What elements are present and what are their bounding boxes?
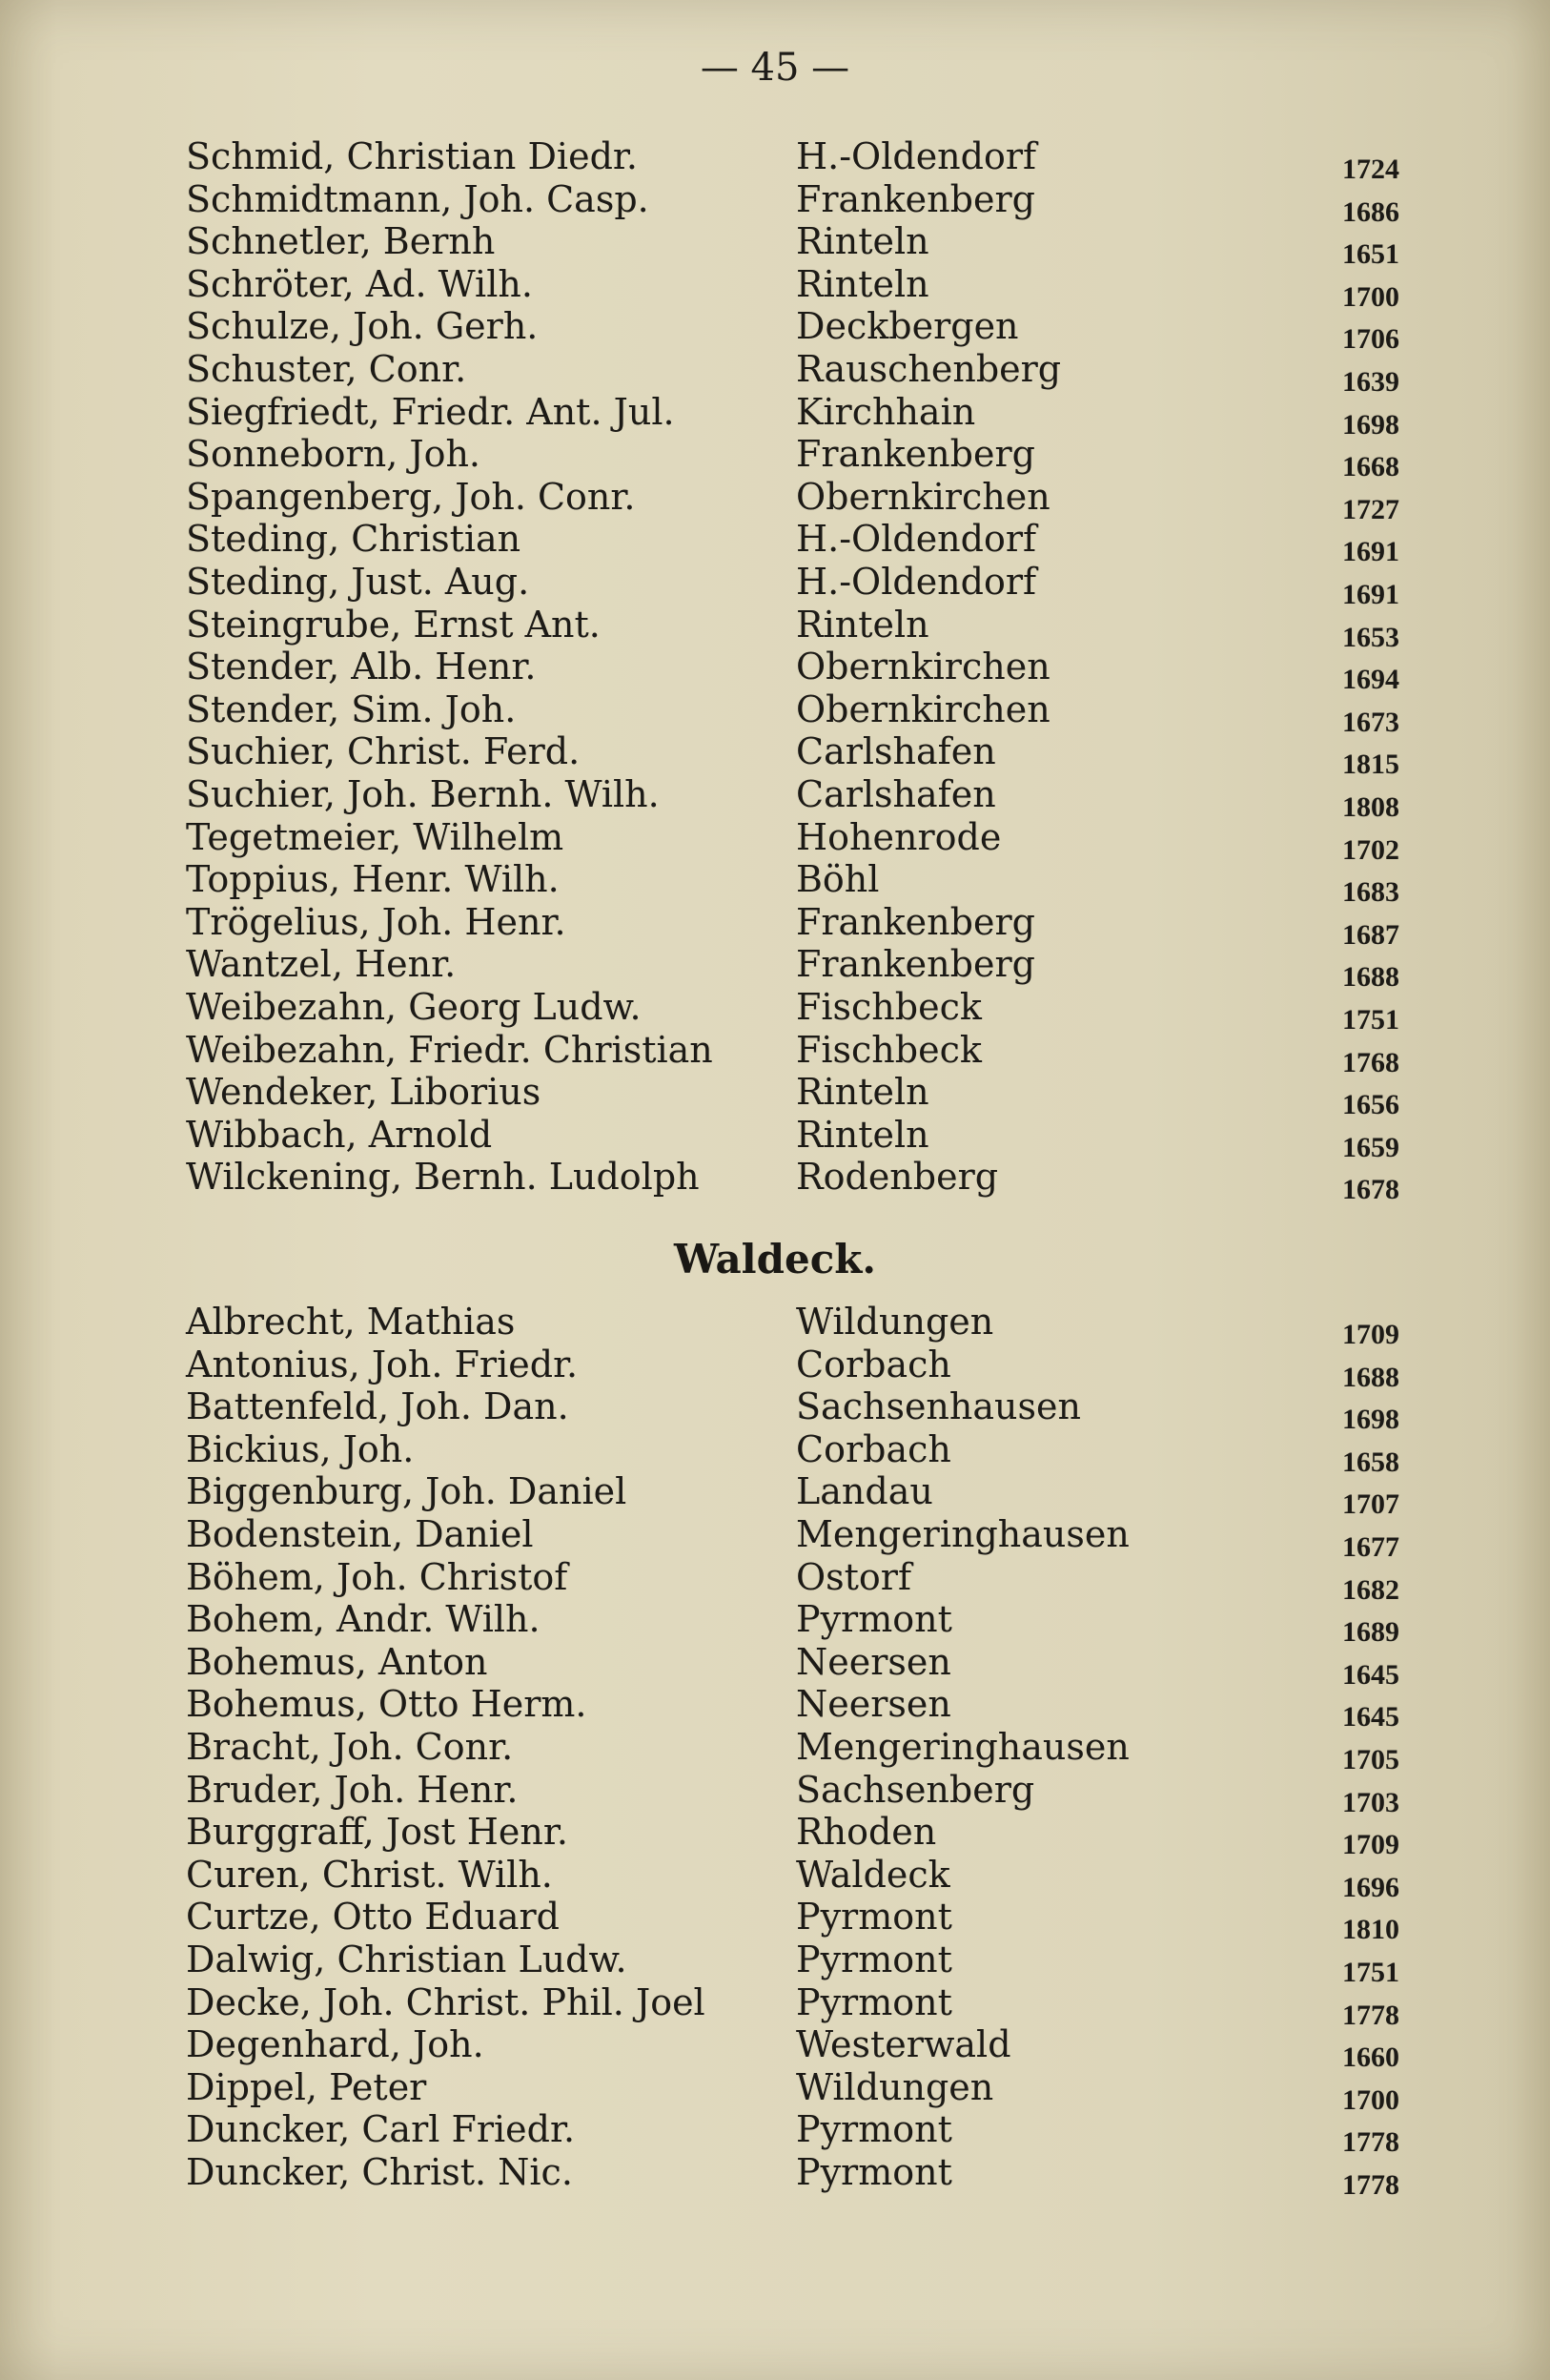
place-name: Sachsenhausen (796, 1385, 1081, 1428)
register-row (0, 1853, 1550, 1903)
register-row (0, 262, 1550, 313)
place-name: Neersen (796, 1640, 951, 1683)
person-name: Bohemus, Otto Herm. (186, 1683, 587, 1726)
place-name: Rauschenberg (796, 348, 1062, 390)
person-name: Curtze, Otto Eduard (186, 1896, 560, 1939)
register-row (0, 518, 1550, 568)
place-name: Wildungen (796, 1301, 994, 1343)
year: 1707 (1342, 1488, 1399, 1521)
year: 1709 (1342, 1319, 1399, 1350)
person-name: Bickius, Joh. (186, 1427, 415, 1470)
register-row (0, 2108, 1550, 2159)
place-name: Obernkirchen (796, 646, 1050, 688)
register-row (0, 815, 1550, 866)
register-row (0, 1896, 1550, 1946)
year: 1703 (1342, 1786, 1399, 1818)
place-name: Corbach (796, 1427, 951, 1470)
place-name: Mengeringhausen (796, 1726, 1130, 1768)
register-row (0, 1427, 1550, 1478)
person-name: Schmidtmann, Joh. Casp. (186, 177, 649, 220)
year: 1698 (1342, 408, 1399, 441)
register-row (0, 1598, 1550, 1649)
register-row (0, 986, 1550, 1036)
year: 1678 (1342, 1174, 1399, 1206)
person-name: Tegetmeier, Wilhelm (186, 815, 564, 858)
place-name: Rinteln (796, 220, 929, 263)
place-name: Rinteln (796, 1113, 929, 1156)
person-name: Toppius, Henr. Wilh. (186, 858, 560, 901)
register-row (0, 433, 1550, 483)
person-name: Steding, Just. Aug. (186, 561, 530, 603)
person-name: Degenhard, Joh. (186, 2023, 484, 2066)
register-row (0, 305, 1550, 356)
year: 1691 (1342, 579, 1399, 610)
year: 1691 (1342, 536, 1399, 568)
register-row (0, 900, 1550, 951)
place-name: Pyrmont (796, 1896, 952, 1939)
year: 1645 (1342, 1701, 1399, 1734)
person-name: Dippel, Peter (186, 2065, 427, 2108)
place-name: Frankenberg (796, 177, 1035, 220)
person-name: Duncker, Christ. Nic. (186, 2151, 573, 2193)
place-name: Rinteln (796, 1071, 929, 1114)
year: 1751 (1342, 1004, 1399, 1036)
register-row (0, 773, 1550, 823)
register-row (0, 858, 1550, 909)
year: 1696 (1342, 1871, 1399, 1903)
place-name: Pyrmont (796, 1598, 952, 1641)
register-row (0, 1071, 1550, 1121)
year: 1668 (1342, 451, 1399, 483)
register-row (0, 1939, 1550, 1988)
register-row (0, 943, 1550, 994)
year: 1778 (1342, 2126, 1399, 2159)
year: 1645 (1342, 1658, 1399, 1691)
register-row (0, 220, 1550, 271)
place-name: Hohenrode (796, 815, 1002, 858)
year: 1702 (1342, 833, 1399, 866)
person-name: Burggraff, Jost Henr. (186, 1811, 568, 1854)
year: 1724 (1342, 154, 1399, 185)
person-name: Steingrube, Ernst Ant. (186, 603, 601, 646)
year: 1689 (1342, 1616, 1399, 1649)
register-row (0, 1768, 1550, 1818)
year: 1706 (1342, 323, 1399, 356)
place-name: Frankenberg (796, 900, 1035, 943)
place-name: Obernkirchen (796, 475, 1050, 518)
place-name: Waldeck (796, 1853, 950, 1896)
person-name: Bodenstein, Daniel (186, 1513, 534, 1555)
person-name: Schnetler, Bernh (186, 220, 496, 263)
place-name: Rodenberg (796, 1156, 999, 1199)
year: 1778 (1342, 1999, 1399, 2031)
year: 1677 (1342, 1531, 1399, 1563)
person-name: Curen, Christ. Wilh. (186, 1853, 553, 1896)
register-row (0, 390, 1550, 441)
person-name: Wibbach, Arnold (186, 1113, 493, 1156)
register-row (0, 1683, 1550, 1734)
person-name: Schuster, Conr. (186, 348, 467, 390)
place-name: Deckbergen (796, 305, 1019, 348)
place-name: Mengeringhausen (796, 1513, 1130, 1555)
place-name: H.-Oldendorf (796, 135, 1037, 177)
year: 1656 (1342, 1089, 1399, 1121)
year: 1778 (1342, 2169, 1399, 2201)
person-name: Bruder, Joh. Henr. (186, 1768, 519, 1811)
year: 1694 (1342, 664, 1399, 696)
person-name: Wendeker, Liborius (186, 1071, 541, 1114)
year: 1808 (1342, 791, 1399, 823)
person-name: Schulze, Joh. Gerh. (186, 305, 539, 348)
year: 1659 (1342, 1131, 1399, 1163)
register-row (0, 1385, 1550, 1436)
year: 1810 (1342, 1914, 1399, 1946)
register-row (0, 1513, 1550, 1563)
place-name: Neersen (796, 1683, 951, 1726)
register-row (0, 2065, 1550, 2116)
person-name: Bohem, Andr. Wilh. (186, 1598, 540, 1641)
person-name: Duncker, Carl Friedr. (186, 2108, 576, 2151)
person-name: Decke, Joh. Christ. Phil. Joel (186, 1980, 705, 2023)
register-row (0, 1301, 1550, 1350)
register-row (0, 730, 1550, 781)
page-number: — 45 — (700, 46, 850, 90)
register-row (0, 475, 1550, 525)
place-name: H.-Oldendorf (796, 561, 1037, 603)
place-name: Böhl (796, 858, 880, 901)
person-name: Suchier, Joh. Bernh. Wilh. (186, 773, 660, 815)
person-name: Wilckening, Bernh. Ludolph (186, 1156, 700, 1199)
year: 1709 (1342, 1829, 1399, 1861)
year: 1658 (1342, 1446, 1399, 1478)
person-name: Weibezahn, Friedr. Christian (186, 1028, 713, 1071)
year: 1688 (1342, 1361, 1399, 1393)
year: 1687 (1342, 918, 1399, 951)
register-row (0, 348, 1550, 398)
register-row (0, 1726, 1550, 1775)
place-name: H.-Oldendorf (796, 518, 1037, 561)
year: 1700 (1342, 2083, 1399, 2116)
year: 1815 (1342, 749, 1399, 781)
place-name: Ostorf (796, 1555, 912, 1598)
place-name: Rinteln (796, 603, 929, 646)
register-row (0, 135, 1550, 185)
place-name: Carlshafen (796, 773, 996, 815)
place-name: Obernkirchen (796, 687, 1050, 730)
register-row (0, 1811, 1550, 1861)
place-name: Pyrmont (796, 2108, 952, 2151)
person-name: Bracht, Joh. Conr. (186, 1726, 514, 1768)
place-name: Rinteln (796, 262, 929, 305)
register-row (0, 1470, 1550, 1521)
person-name: Albrecht, Mathias (186, 1301, 516, 1343)
place-name: Corbach (796, 1343, 951, 1385)
year: 1683 (1342, 876, 1399, 909)
register-row (0, 1113, 1550, 1163)
person-name: Dalwig, Christian Ludw. (186, 1939, 627, 1980)
register-row (0, 603, 1550, 653)
person-name: Schröter, Ad. Wilh. (186, 262, 533, 305)
year: 1651 (1342, 238, 1399, 271)
year: 1688 (1342, 961, 1399, 994)
register-row (0, 2151, 1550, 2201)
place-name: Pyrmont (796, 1939, 952, 1980)
person-name: Trögelius, Joh. Henr. (186, 900, 566, 943)
place-name: Westerwald (796, 2023, 1011, 2066)
person-name: Schmid, Christian Diedr. (186, 135, 638, 177)
place-name: Pyrmont (796, 2151, 952, 2193)
year: 1705 (1342, 1744, 1399, 1775)
year: 1660 (1342, 2041, 1399, 2074)
place-name: Fischbeck (796, 1028, 982, 1071)
register-row (0, 1555, 1550, 1606)
person-name: Battenfeld, Joh. Dan. (186, 1385, 569, 1428)
year: 1682 (1342, 1573, 1399, 1606)
year: 1698 (1342, 1404, 1399, 1436)
place-name: Wildungen (796, 2065, 994, 2108)
place-name: Sachsenberg (796, 1768, 1035, 1811)
person-name: Wantzel, Henr. (186, 943, 457, 986)
year: 1700 (1342, 280, 1399, 313)
register-row (0, 1640, 1550, 1691)
year: 1639 (1342, 366, 1399, 398)
place-name: Landau (796, 1470, 933, 1513)
place-name: Carlshafen (796, 730, 996, 773)
person-name: Antonius, Joh. Friedr. (186, 1343, 579, 1385)
register-row (0, 646, 1550, 696)
register-row (0, 1343, 1550, 1393)
place-name: Pyrmont (796, 1980, 952, 2023)
place-name: Frankenberg (796, 433, 1035, 476)
year: 1768 (1342, 1046, 1399, 1078)
register-row (0, 2023, 1550, 2074)
place-name: Rhoden (796, 1811, 937, 1854)
person-name: Suchier, Christ. Ferd. (186, 730, 581, 773)
register-row (0, 1156, 1550, 1206)
register-row (0, 177, 1550, 228)
person-name: Bohemus, Anton (186, 1640, 488, 1683)
person-name: Böhem, Joh. Christof (186, 1555, 568, 1598)
register-row (0, 687, 1550, 738)
person-name: Stender, Alb. Henr. (186, 646, 537, 688)
register-row (0, 1980, 1550, 2031)
person-name: Siegfriedt, Friedr. Ant. Jul. (186, 390, 675, 433)
person-name: Steding, Christian (186, 518, 521, 561)
section-heading-waldeck: Waldeck. (673, 1236, 877, 1282)
place-name: Kirchhain (796, 390, 976, 433)
year: 1751 (1342, 1957, 1399, 1988)
year: 1686 (1342, 195, 1399, 228)
person-name: Sonneborn, Joh. (186, 433, 481, 476)
year: 1727 (1342, 493, 1399, 525)
person-name: Spangenberg, Joh. Conr. (186, 475, 636, 518)
person-name: Weibezahn, Georg Ludw. (186, 986, 642, 1028)
person-name: Stender, Sim. Joh. (186, 687, 517, 730)
year: 1673 (1342, 706, 1399, 738)
year: 1653 (1342, 621, 1399, 653)
person-name: Biggenburg, Joh. Daniel (186, 1470, 627, 1513)
register-row (0, 1028, 1550, 1078)
place-name: Frankenberg (796, 943, 1035, 986)
register-row (0, 561, 1550, 610)
place-name: Fischbeck (796, 986, 982, 1028)
